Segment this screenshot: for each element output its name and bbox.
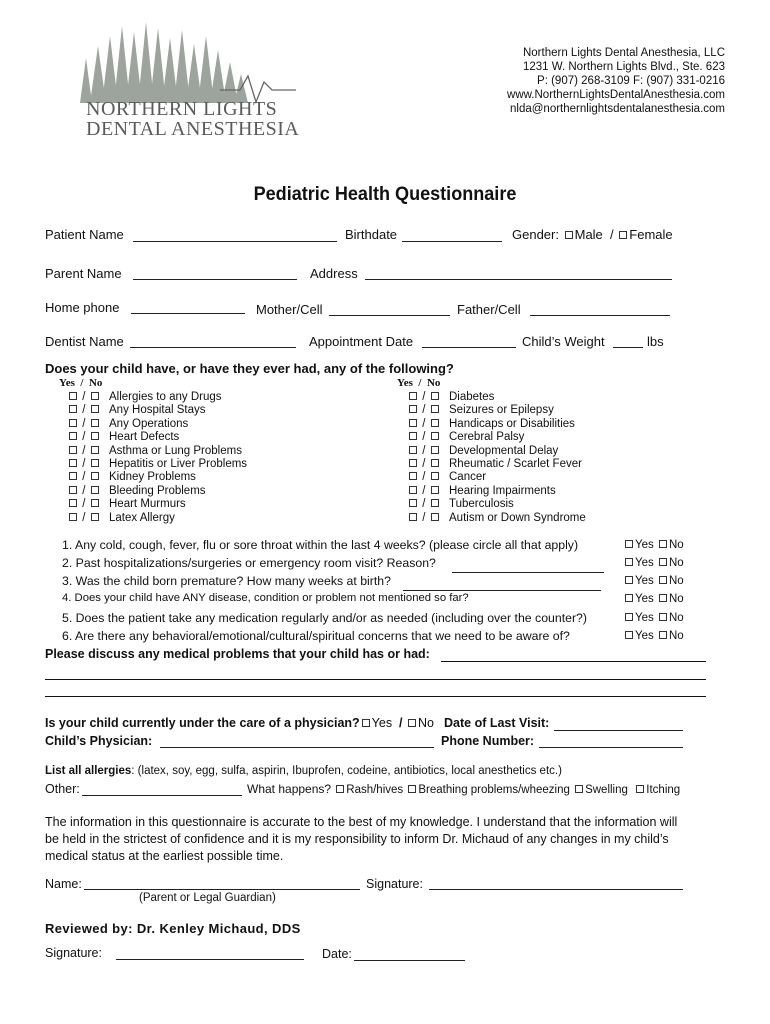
right-item	[407, 471, 586, 484]
other-allergy-field[interactable]	[82, 795, 242, 796]
slash: /	[419, 484, 429, 497]
no-checkbox[interactable]	[431, 513, 439, 521]
logo-line-2: DENTAL ANESTHESIA	[86, 118, 300, 140]
birthdate-field[interactable]	[402, 241, 502, 242]
phone-number-field[interactable]	[539, 747, 683, 748]
mother-cell-field[interactable]	[329, 315, 450, 316]
dentist-name-label: Dentist Name	[45, 334, 124, 349]
history-list-right	[407, 391, 586, 525]
no-checkbox[interactable]	[659, 594, 667, 602]
question-2: 2. Past hospitalizations/surgeries or emergency room visit? Reason?	[62, 556, 436, 570]
last-visit-field[interactable]	[554, 730, 683, 731]
company-phone: P: (907) 268-3109 F: (907) 331-0216	[537, 75, 725, 87]
no-checkbox[interactable]	[431, 392, 439, 400]
no-label: No	[668, 612, 684, 624]
itching-checkbox[interactable]	[636, 785, 644, 793]
question-3-weeks-field[interactable]	[403, 590, 601, 591]
allergies-label: List all allergies	[45, 765, 132, 777]
childs-weight-label: Child’s Weight	[522, 334, 605, 349]
yes-checkbox[interactable]	[625, 558, 633, 566]
yes-label: Yes	[635, 593, 654, 605]
yes-no-header-left: Yes / No	[59, 377, 103, 389]
slash: /	[419, 404, 429, 417]
right-item	[407, 485, 586, 498]
spacer	[654, 539, 657, 551]
discuss-label: Please discuss any medical problems that your child has or had:	[45, 647, 430, 661]
slash: /	[79, 444, 89, 457]
address-field[interactable]	[365, 279, 672, 280]
right-item-label: Diabetes	[449, 391, 495, 403]
yes-label: Yes	[635, 539, 654, 551]
no-checkbox[interactable]	[91, 432, 99, 440]
mother-cell-label: Mother/Cell	[256, 302, 323, 317]
company-website: www.NorthernLightsDentalAnesthesia.com	[507, 89, 725, 101]
appointment-date-label: Appointment Date	[309, 334, 414, 349]
right-item-label: Cancer	[449, 471, 487, 484]
consent-statement: The information in this questionnaire is accurate to the best of my knowledge. I understand that the information will be held in the strictest of confidence and it is my responsibility to inform Dr. Michaud of any changes in my child’s medical status at the earliest possible time.	[45, 815, 678, 863]
question-4: 4. Does your child have ANY disease, condition or problem not mentioned so far?	[62, 592, 469, 604]
physician-care-group: Is your child currently under the care of a physician? Yes / No	[45, 716, 434, 730]
address-label: Address	[310, 266, 358, 281]
no-checkbox[interactable]	[431, 405, 439, 413]
question-1-yes-no	[623, 539, 684, 551]
slash: /	[79, 511, 89, 524]
right-item-label: Tuberculosis	[449, 498, 514, 511]
yes-checkbox[interactable]	[625, 576, 633, 584]
gender-group	[512, 227, 673, 242]
no-checkbox[interactable]	[659, 540, 667, 548]
right-item	[407, 404, 586, 417]
yes-checkbox[interactable]	[409, 513, 417, 521]
yes-checkbox[interactable]	[69, 419, 77, 427]
yes-checkbox[interactable]	[409, 472, 417, 480]
rash-label: Rash/hives	[346, 784, 404, 796]
no-checkbox[interactable]	[91, 419, 99, 427]
history-list-left	[67, 391, 247, 525]
no-checkbox[interactable]	[91, 446, 99, 454]
right-item-label: Developmental Delay	[449, 444, 559, 457]
no-checkbox[interactable]	[91, 486, 99, 494]
yes-no-pair	[67, 498, 109, 510]
yes-checkbox[interactable]	[69, 513, 77, 521]
question-2-reason-field[interactable]	[452, 572, 604, 573]
gender-slash: /	[610, 227, 614, 242]
question-2-yes-no	[623, 557, 684, 569]
left-item	[67, 471, 247, 484]
slash: /	[419, 391, 429, 403]
right-item	[407, 445, 586, 458]
yes-no-pair	[407, 404, 449, 416]
yes-checkbox[interactable]	[409, 446, 417, 454]
yes-no-pair	[407, 485, 449, 497]
left-item	[67, 404, 247, 417]
question-5-yes-no	[623, 612, 684, 624]
physician-no-checkbox[interactable]	[408, 719, 416, 727]
yes-checkbox[interactable]	[409, 432, 417, 440]
spacer	[654, 575, 657, 587]
home-phone-field[interactable]	[131, 313, 245, 314]
dentist-name-field[interactable]	[130, 347, 296, 348]
physician-yes-label: Yes	[371, 716, 393, 730]
yes-no-pair	[67, 404, 109, 416]
right-item-label: Cerebral Palsy	[449, 431, 525, 444]
no-label: No	[668, 575, 684, 587]
discuss-field-1[interactable]	[441, 661, 706, 662]
left-item	[67, 458, 247, 471]
no-checkbox[interactable]	[431, 499, 439, 507]
slash: /	[419, 471, 429, 484]
no-label: No	[668, 593, 684, 605]
yes-checkbox[interactable]	[625, 631, 633, 639]
no-checkbox[interactable]	[91, 392, 99, 400]
no-label: No	[668, 539, 684, 551]
left-item	[67, 418, 247, 431]
yes-checkbox[interactable]	[69, 486, 77, 494]
no-label: No	[668, 630, 684, 642]
allergies-examples: : (latex, soy, egg, sulfa, aspirin, Ibuprofen, codeine, antibiotics, local anesthetics etc.)	[131, 765, 562, 777]
left-item-label: Asthma or Lung Problems	[109, 444, 242, 457]
question-3: 3. Was the child born premature? How many weeks at birth?	[62, 574, 391, 588]
guardian-name-label: Name:	[45, 877, 82, 891]
what-happens-label: What happens?	[247, 782, 332, 796]
breathing-label: Breathing problems/wheezing	[418, 784, 570, 796]
yes-checkbox[interactable]	[409, 405, 417, 413]
yes-no-pair	[67, 458, 109, 470]
slash: /	[79, 391, 89, 403]
reviewer-date-field[interactable]	[354, 960, 465, 961]
left-item	[67, 485, 247, 498]
slash: /	[79, 457, 89, 470]
no-checkbox[interactable]	[91, 459, 99, 467]
lbs-label: lbs	[647, 334, 664, 349]
yes-no-pair	[407, 391, 449, 403]
slash: /	[419, 498, 429, 511]
yes-checkbox[interactable]	[625, 594, 633, 602]
left-item	[67, 512, 247, 525]
left-item-label: Any Hospital Stays	[109, 404, 206, 417]
slash: /	[419, 417, 429, 430]
physician-yes-checkbox[interactable]	[362, 719, 370, 727]
no-checkbox[interactable]	[659, 576, 667, 584]
swelling-checkbox[interactable]	[575, 785, 583, 793]
slash: /	[79, 404, 89, 417]
company-info	[507, 46, 725, 116]
right-item-label: Rheumatic / Scarlet Fever	[449, 457, 582, 470]
yes-checkbox[interactable]	[69, 459, 77, 467]
no-label: No	[668, 557, 684, 569]
left-item-label: Bleeding Problems	[109, 484, 206, 497]
company-logo	[70, 18, 300, 140]
yes-no-pair	[67, 485, 109, 497]
question-5: 5. Does the patient take any medication regularly and/or as needed (including over the counter?)	[62, 611, 587, 625]
yes-no-pair	[407, 498, 449, 510]
no-checkbox[interactable]	[431, 472, 439, 480]
birthdate-label: Birthdate	[345, 227, 398, 242]
spacer	[654, 630, 657, 642]
yes-checkbox[interactable]	[409, 486, 417, 494]
question-4-yes-no	[623, 593, 684, 605]
left-item-label: Kidney Problems	[109, 471, 196, 484]
left-item-label: Latex Allergy	[109, 511, 175, 524]
yes-checkbox[interactable]	[409, 392, 417, 400]
spacer	[654, 612, 657, 624]
right-item	[407, 418, 586, 431]
male-checkbox[interactable]	[565, 231, 573, 239]
childs-physician-field[interactable]	[160, 747, 434, 748]
reviewer-signature-field[interactable]	[116, 959, 304, 960]
yes-checkbox[interactable]	[625, 540, 633, 548]
slash: /	[79, 484, 89, 497]
patient-name-label: Patient Name	[45, 227, 124, 242]
question-3-yes-no	[623, 575, 684, 587]
father-cell-label: Father/Cell	[457, 302, 521, 317]
other-label: Other:	[45, 782, 80, 796]
yes-no-pair	[67, 431, 109, 443]
no-checkbox[interactable]	[431, 432, 439, 440]
home-phone-label: Home phone	[45, 300, 120, 315]
slash: /	[419, 457, 429, 470]
childs-weight-field[interactable]	[613, 347, 643, 348]
what-happens-group	[247, 782, 680, 796]
father-cell-field[interactable]	[530, 315, 670, 316]
yes-checkbox[interactable]	[409, 419, 417, 427]
company-email: nlda@northernlightsdentalanesthesia.com	[510, 103, 725, 115]
guardian-caption: (Parent or Legal Guardian)	[139, 892, 276, 904]
question-1: 1. Any cold, cough, fever, flu or sore throat within the last 4 weeks? (please circle all that apply)	[62, 538, 579, 552]
yes-checkbox[interactable]	[69, 472, 77, 480]
female-checkbox[interactable]	[619, 231, 627, 239]
right-item	[407, 458, 586, 471]
no-checkbox[interactable]	[91, 405, 99, 413]
left-item-label: Heart Murmurs	[109, 498, 186, 511]
guardian-signature-label: Signature:	[366, 877, 423, 891]
physician-care-question: Is your child currently under the care of a physician?	[45, 716, 360, 730]
no-checkbox[interactable]	[91, 513, 99, 521]
itching-label: Itching	[646, 784, 681, 796]
right-item	[407, 498, 586, 511]
left-item	[67, 431, 247, 444]
yes-no-pair	[67, 391, 109, 403]
history-question: Does your child have, or have they ever had, any of the following?	[45, 361, 454, 376]
guardian-signature-field[interactable]	[429, 889, 683, 890]
yes-checkbox[interactable]	[69, 499, 77, 507]
left-item	[67, 498, 247, 511]
reviewer-signature-label: Signature:	[45, 946, 102, 960]
yes-label: Yes	[635, 575, 654, 587]
right-item	[407, 512, 586, 525]
left-item	[67, 445, 247, 458]
page-title: Pediatric Health Questionnaire	[253, 184, 517, 205]
yes-no-pair	[67, 471, 109, 483]
slash: /	[79, 498, 89, 511]
company-name: Northern Lights Dental Anesthesia, LLC	[522, 47, 725, 59]
slash: /	[79, 431, 89, 444]
last-visit-label: Date of Last Visit:	[444, 716, 550, 730]
patient-name-field[interactable]	[133, 241, 337, 242]
slash: /	[419, 444, 429, 457]
rash-checkbox[interactable]	[336, 785, 344, 793]
breathing-checkbox[interactable]	[408, 785, 416, 793]
physician-no-label: No	[417, 716, 434, 730]
allergies-label-row	[45, 765, 562, 777]
reviewer-date-label: Date:	[322, 947, 352, 961]
no-checkbox[interactable]	[431, 459, 439, 467]
no-checkbox[interactable]	[659, 558, 667, 566]
logo-line-1: NORTHERN LIGHTS	[86, 98, 278, 120]
yes-no-pair	[407, 512, 449, 524]
yes-label: Yes	[635, 630, 654, 642]
parent-name-label: Parent Name	[45, 266, 122, 281]
right-item-label: Seizures or Epilepsy	[449, 404, 554, 417]
yes-checkbox[interactable]	[69, 446, 77, 454]
question-6: 6. Are there any behavioral/emotional/cultural/spiritual concerns that we need to be aware of?	[62, 629, 570, 643]
no-checkbox[interactable]	[91, 472, 99, 480]
left-item-label: Any Operations	[109, 417, 189, 430]
no-checkbox[interactable]	[659, 631, 667, 639]
yes-no-pair	[407, 431, 449, 443]
left-item-label: Allergies to any Drugs	[109, 391, 222, 403]
female-label: Female	[629, 227, 673, 242]
spacer	[654, 557, 657, 569]
male-label: Male	[574, 227, 603, 242]
yes-no-pair	[407, 418, 449, 430]
right-item-label: Hearing Impairments	[449, 484, 556, 497]
yes-no-header-right: Yes / No	[397, 377, 441, 389]
parent-name-field[interactable]	[133, 279, 297, 280]
yes-no-pair	[67, 418, 109, 430]
yes-no-pair	[67, 512, 109, 524]
yes-label: Yes	[635, 612, 654, 624]
yes-checkbox[interactable]	[625, 613, 633, 621]
phone-number-label: Phone Number:	[441, 734, 535, 748]
yes-checkbox[interactable]	[409, 499, 417, 507]
gender-label: Gender:	[512, 227, 559, 242]
yes-checkbox[interactable]	[69, 392, 77, 400]
yes-checkbox[interactable]	[69, 405, 77, 413]
yes-no-pair	[67, 445, 109, 457]
no-checkbox[interactable]	[659, 613, 667, 621]
guardian-name-field[interactable]	[84, 889, 360, 890]
right-item-label: Autism or Down Syndrome	[449, 511, 586, 524]
yes-label: Yes	[635, 557, 654, 569]
right-item	[407, 431, 586, 444]
yes-checkbox[interactable]	[409, 459, 417, 467]
no-checkbox[interactable]	[91, 499, 99, 507]
appointment-date-field[interactable]	[422, 347, 516, 348]
company-address: 1231 W. Northern Lights Blvd., Ste. 623	[522, 61, 725, 73]
slash: /	[79, 471, 89, 484]
left-item-label: Hepatitis or Liver Problems	[109, 457, 248, 470]
yes-no-pair	[407, 471, 449, 483]
yes-no-pair	[407, 445, 449, 457]
reviewed-by: Reviewed by: Dr. Kenley Michaud, DDS	[45, 921, 301, 936]
yes-checkbox[interactable]	[69, 432, 77, 440]
swelling-label: Swelling	[585, 784, 628, 796]
question-6-yes-no	[623, 630, 684, 642]
right-item-label: Handicaps or Disabilities	[449, 417, 575, 430]
slash: /	[79, 417, 89, 430]
no-checkbox[interactable]	[431, 486, 439, 494]
left-item-label: Heart Defects	[109, 431, 180, 444]
no-checkbox[interactable]	[431, 419, 439, 427]
left-item	[67, 391, 247, 404]
discuss-field-2[interactable]	[45, 679, 706, 680]
right-item	[407, 391, 586, 404]
slash: /	[419, 431, 429, 444]
slash: /	[419, 511, 429, 524]
spacer	[654, 593, 657, 605]
yes-no-pair	[407, 458, 449, 470]
discuss-field-3[interactable]	[45, 696, 706, 697]
forest-logo-icon	[70, 18, 300, 108]
childs-physician-label: Child’s Physician:	[45, 734, 153, 748]
no-checkbox[interactable]	[431, 446, 439, 454]
